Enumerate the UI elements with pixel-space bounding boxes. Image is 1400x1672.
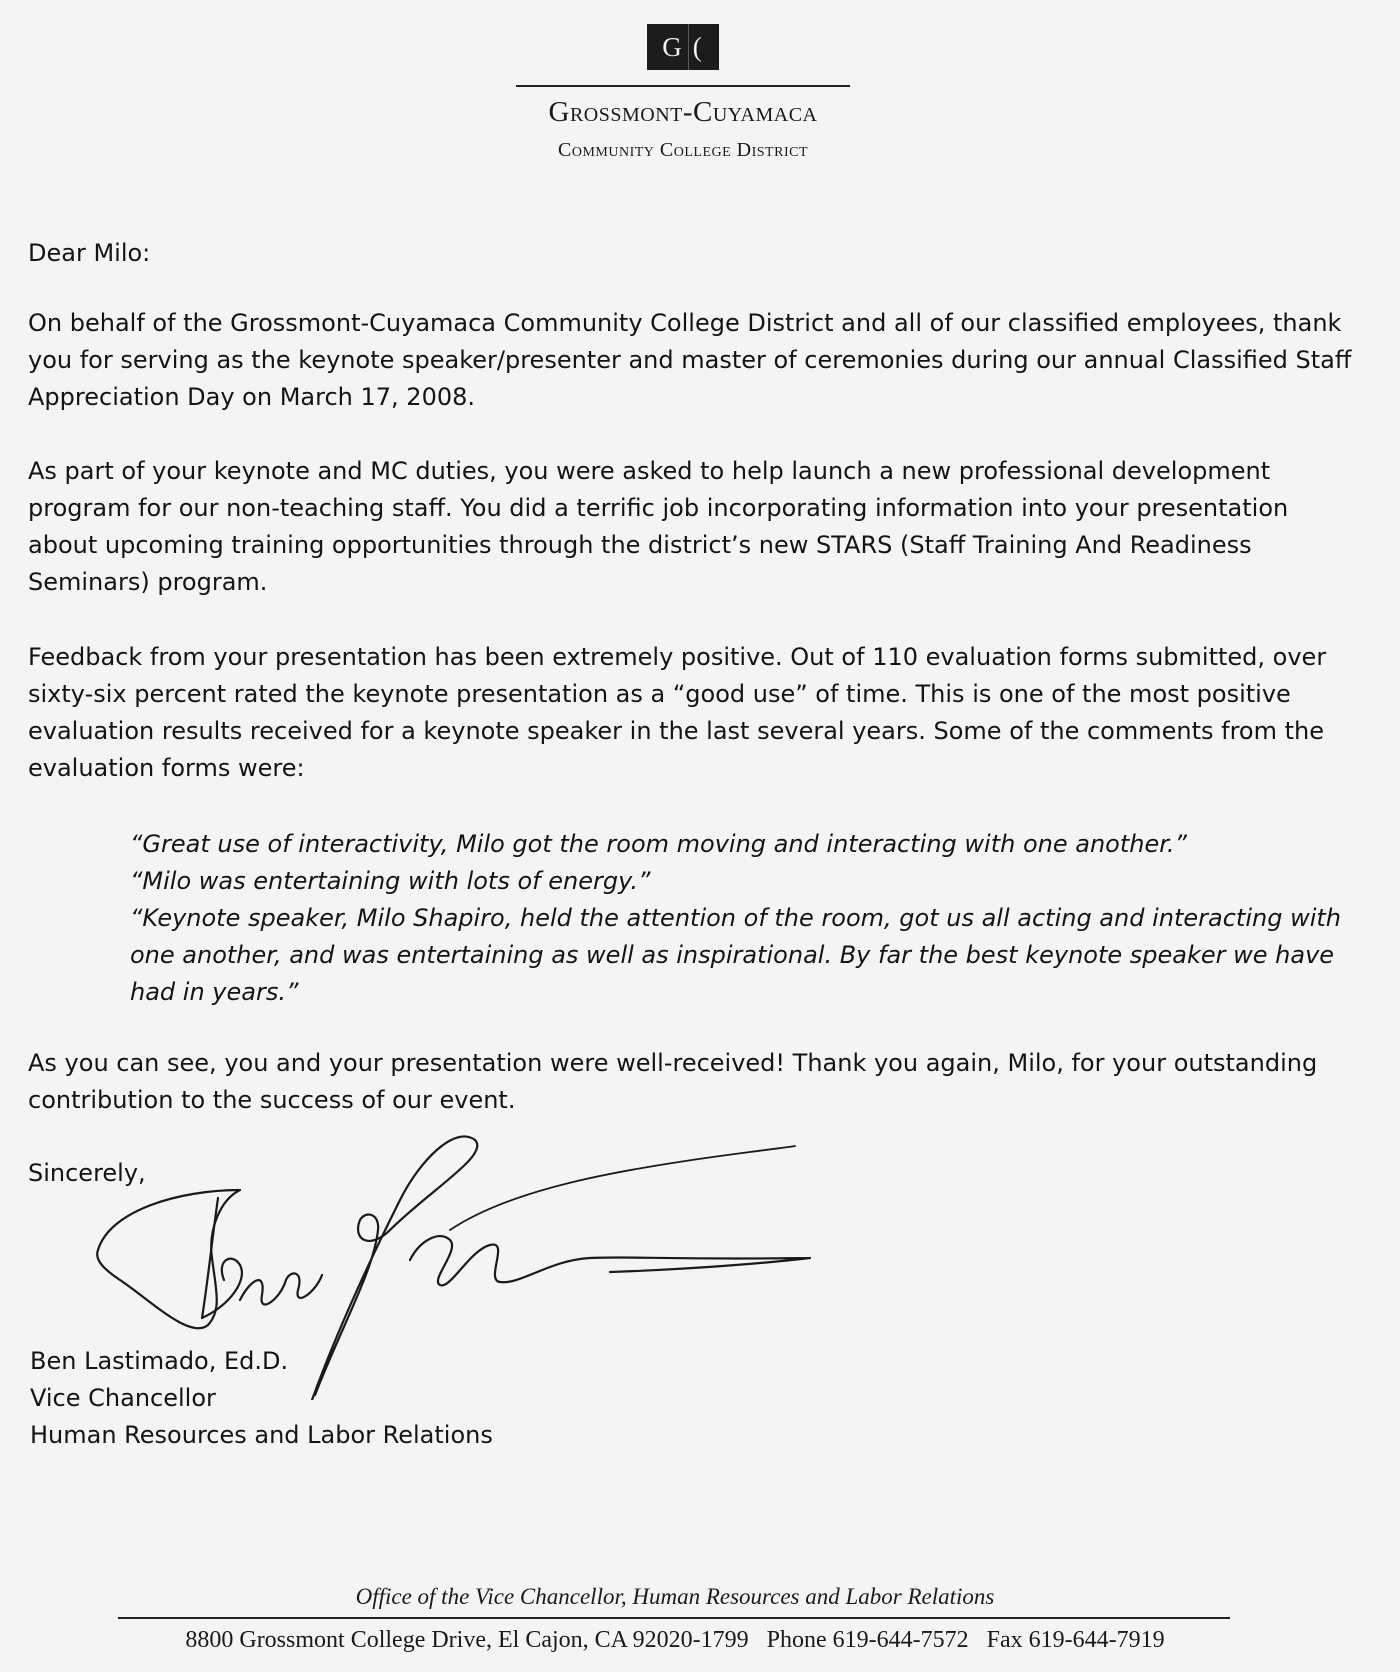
quote-3: “Keynote speaker, Milo Shapiro, held the attention of the room, got us all acting and interacting with one another, and was entertaining as well as inspirational. By far the best keynote speaker we have had in years.” xyxy=(130,904,1341,1006)
footer-divider xyxy=(118,1617,1230,1619)
letterhead-divider xyxy=(516,85,850,87)
paragraph-4 xyxy=(28,1045,1358,1119)
logo-letter-left: G xyxy=(662,31,684,62)
organization-name: Grossmont-Cuyamaca xyxy=(548,96,818,128)
quote-2: “Milo was entertaining with lots of energy.” xyxy=(130,867,651,895)
organization-subtitle: Community College District xyxy=(558,139,808,161)
closing-text: Sincerely, xyxy=(28,1159,146,1187)
signature-flourish xyxy=(450,1146,795,1230)
footer-phone: Phone 619-644-7572 xyxy=(766,1627,969,1653)
salutation-text: Dear Milo: xyxy=(28,239,151,267)
signer-title: Vice Chancellor xyxy=(30,1384,216,1412)
paragraph-2 xyxy=(28,453,1358,601)
letterhead xyxy=(0,0,1400,180)
signer-department: Human Resources and Labor Relations xyxy=(30,1421,493,1449)
signer-block xyxy=(30,1343,493,1454)
footer-office: Office of the Vice Chancellor, Human Resources and Labor Relations xyxy=(355,1584,995,1609)
footer-fax: Fax 619-644-7919 xyxy=(986,1627,1165,1653)
footer-address: 8800 Grossmont College Drive, El Cajon, CA 92020-1799 xyxy=(185,1627,749,1653)
paragraph-3-text: Feedback from your presentation has been extremely positive. Out of 110 evaluation forms submitted, over sixty-six percent rated the keynote presentation as a “good use” of time. This is one of the most positive evaluation results received for a keynote speaker in the last several years. Some of the comments from the evaluation forms were: xyxy=(28,643,1327,782)
paragraph-1-text: On behalf of the Grossmont-Cuyamaca Community College District and all of our classified employees, thank you for serving as the keynote speaker/presenter and master of ceremonies during our annual Classified Staff Appreciation Day on March 17, 2008. xyxy=(28,309,1352,411)
logo-letter-right: ( xyxy=(692,31,704,62)
paragraph-3 xyxy=(28,639,1358,787)
footer-contact xyxy=(120,1627,1230,1654)
signature-first-name xyxy=(240,1273,322,1304)
signer-name: Ben Lastimado, Ed.D. xyxy=(30,1347,289,1375)
signature-b-stroke xyxy=(202,1198,242,1318)
salutation xyxy=(28,235,1358,272)
logo-divider xyxy=(688,24,689,70)
district-logo xyxy=(647,24,719,70)
signature-surname xyxy=(410,1236,810,1285)
paragraph-4-text: As you can see, you and your presentation were well-received! Thank you again, Milo, for your outstanding contribution to the success of our event. xyxy=(28,1049,1318,1114)
paragraph-1 xyxy=(28,305,1358,416)
quote-1: “Great use of interactivity, Milo got the room moving and interacting with one another.” xyxy=(130,830,1187,858)
paragraph-2-text: As part of your keynote and MC duties, you were asked to help launch a new professional development program for our non-teaching staff. You did a terrific job incorporating information into your presentation about upcoming training opportunities through the district’s new STARS (Staff Training And Readiness Seminars) program. xyxy=(28,457,1289,596)
evaluation-quotes xyxy=(130,826,1350,1011)
